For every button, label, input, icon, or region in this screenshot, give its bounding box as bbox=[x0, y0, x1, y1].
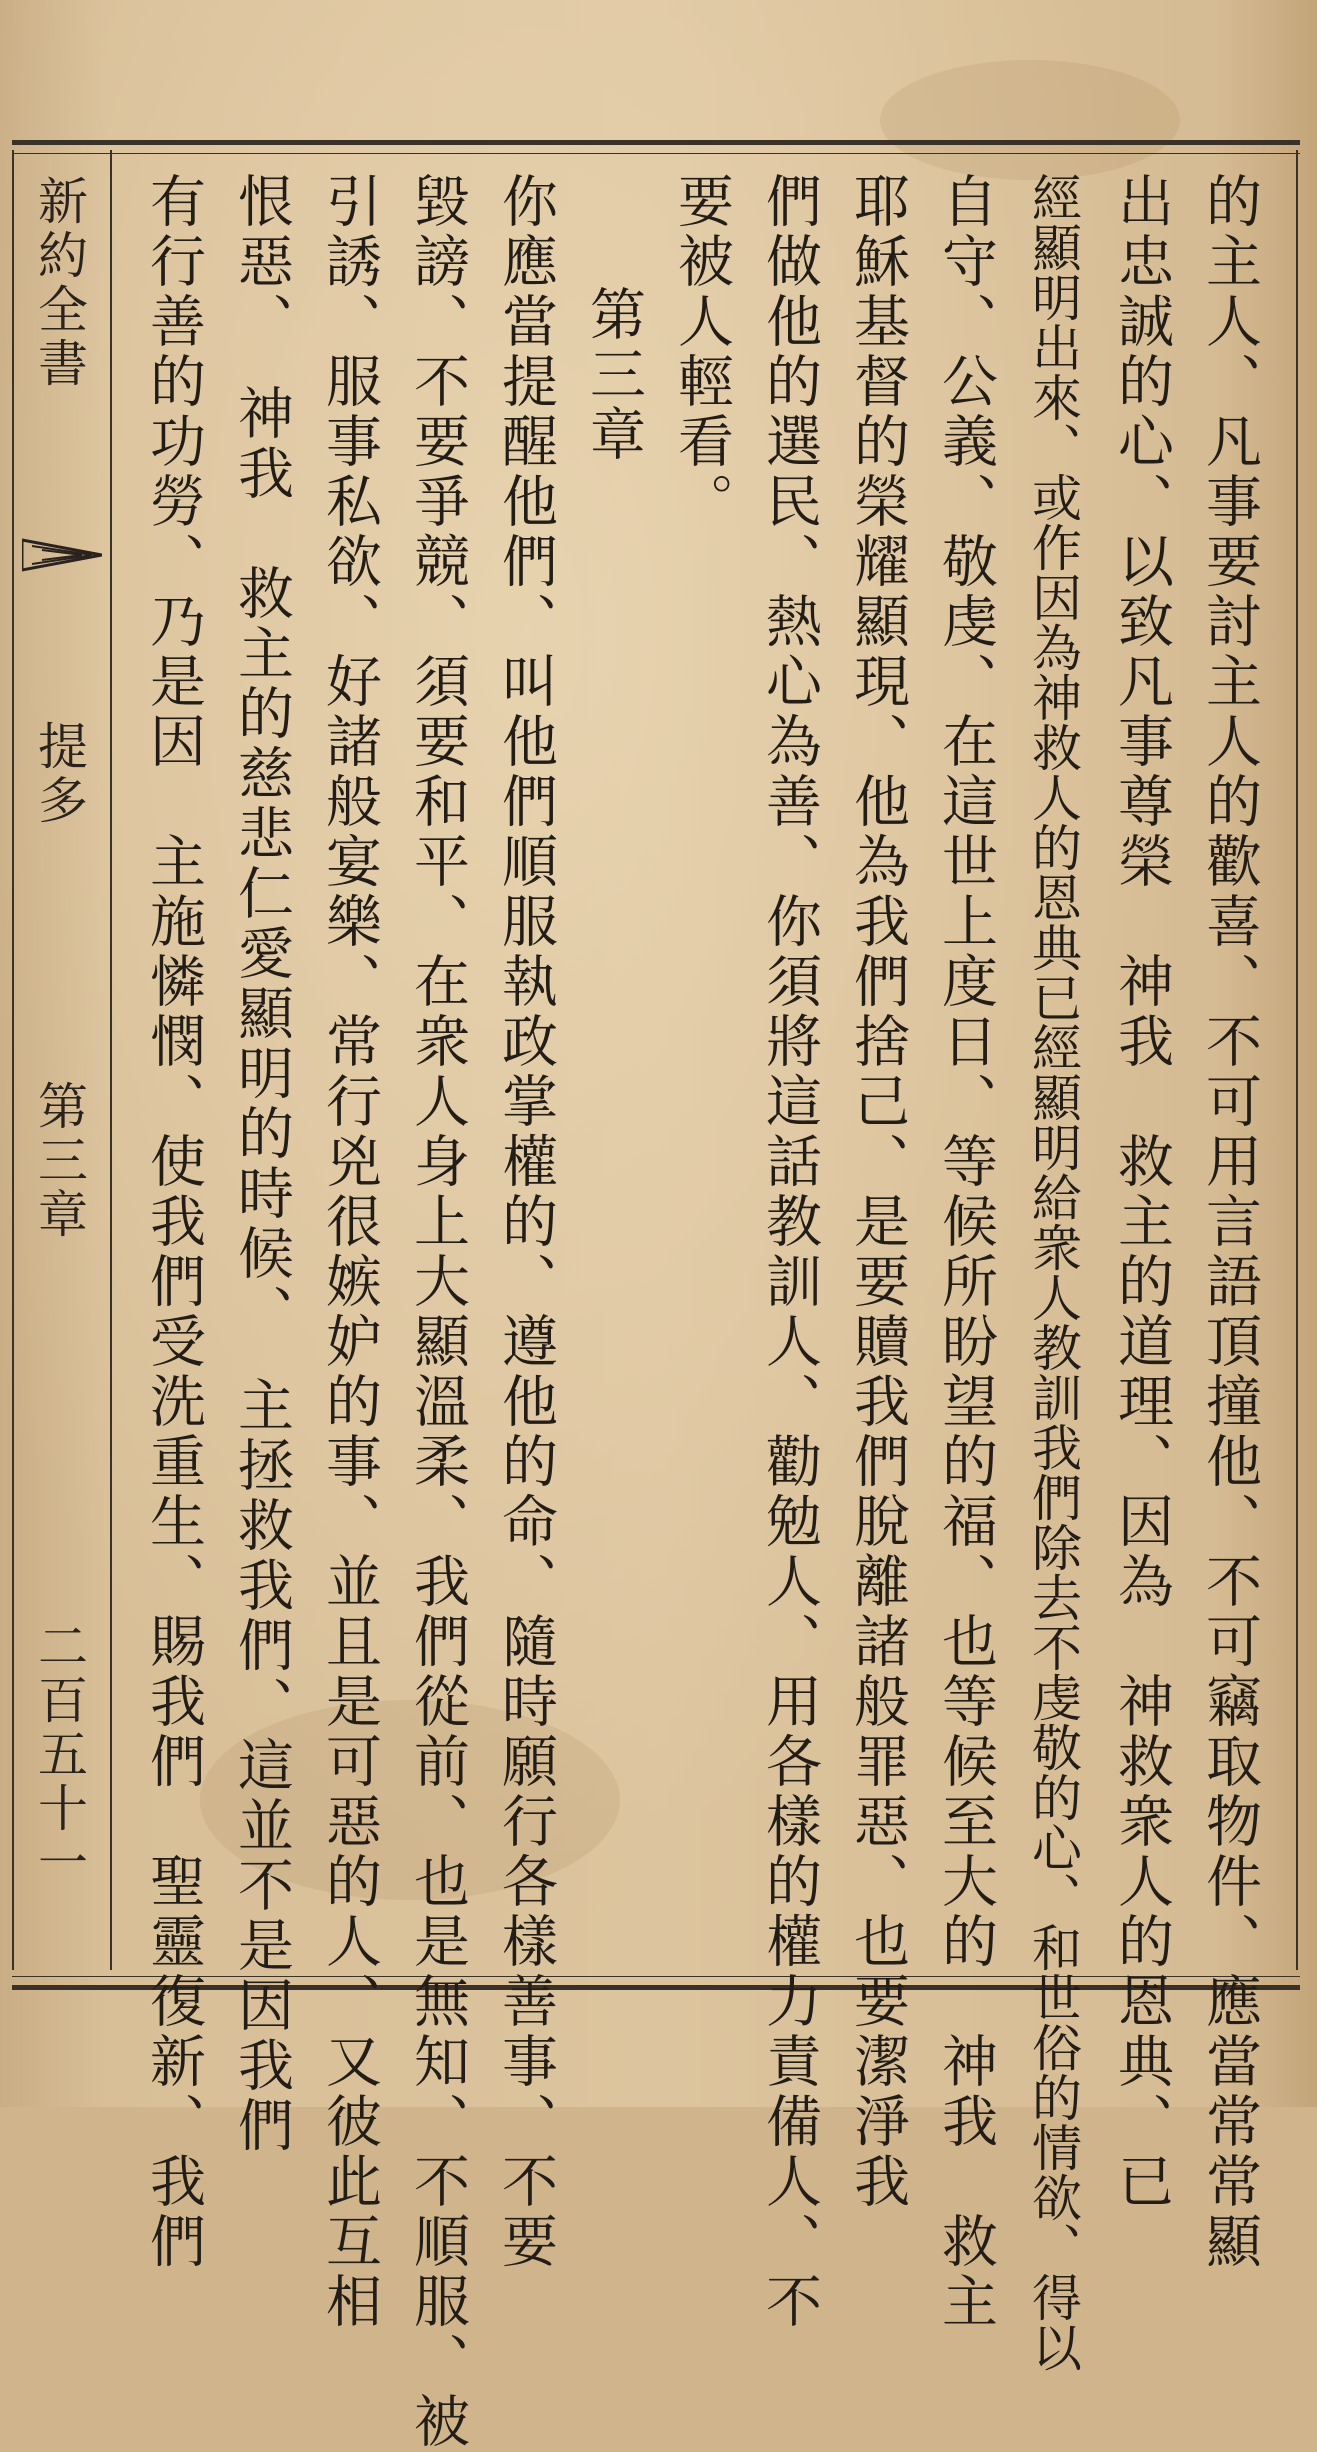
chapter-heading: 第三章 bbox=[581, 285, 646, 465]
fish-tail-ornament-icon bbox=[22, 530, 102, 580]
book-name: 提多 bbox=[30, 720, 88, 828]
text-column: 自守、公義、敬虔、在這世上度日、等候所盼望的福、也等候至大的 神我 救主 bbox=[933, 172, 998, 2332]
text-column: 出忠誠的心、以致凡事尊榮 神我 救主的道理、因為 神救衆人的恩典、已 bbox=[1109, 172, 1174, 2212]
right-border-rule bbox=[1296, 150, 1298, 1970]
text-column: 們做他的選民、熱心為善、你須將這話教訓人、勸勉人、用各樣的權力責備人、不 bbox=[757, 172, 822, 2332]
book-title: 新約全書 bbox=[30, 175, 88, 391]
text-column: 你應當提醒他們、叫他們順服執政掌權的、遵他的命、隨時願行各樣善事、不要 bbox=[493, 172, 558, 2272]
left-border-rule bbox=[12, 150, 14, 1970]
text-column: 的主人、凡事要討主人的歡喜、不可用言語頂撞他、不可竊取物件、應當常常顯 bbox=[1197, 172, 1262, 2272]
text-column: 毀謗、不要爭競、須要和平、在衆人身上大顯溫柔、我們從前、也是無知、不順服、被 bbox=[405, 172, 470, 2452]
text-column: 要被人輕看。 bbox=[669, 172, 734, 532]
text-column: 耶穌基督的榮耀顯現、他為我們捨己、是要贖我們脫離諸般罪惡、也要潔淨我 bbox=[845, 172, 910, 2212]
text-column: 有行善的功勞、乃是因 主施憐憫、使我們受洗重生、賜我們 聖靈復新、我們 bbox=[141, 172, 206, 2272]
margin-divider-rule bbox=[110, 150, 112, 1970]
chapter-label: 第三章 bbox=[30, 1080, 88, 1242]
page-number: 二百五十一 bbox=[30, 1620, 88, 1890]
text-column: 恨惡、 神我 救主的慈悲仁愛顯明的時候、 主拯救我們、這並不是因我們 bbox=[229, 172, 294, 2156]
text-column: 引誘、服事私欲、好諸般宴樂、常行兇很嫉妒的事、並且是可惡的人、又彼此互相 bbox=[317, 172, 382, 2332]
text-column: 經顯明出來、或作因為神救人的恩典已經顯明給衆人教訓我們除去不虔敬的心、和世俗的情欲、得以 bbox=[1024, 172, 1082, 2372]
